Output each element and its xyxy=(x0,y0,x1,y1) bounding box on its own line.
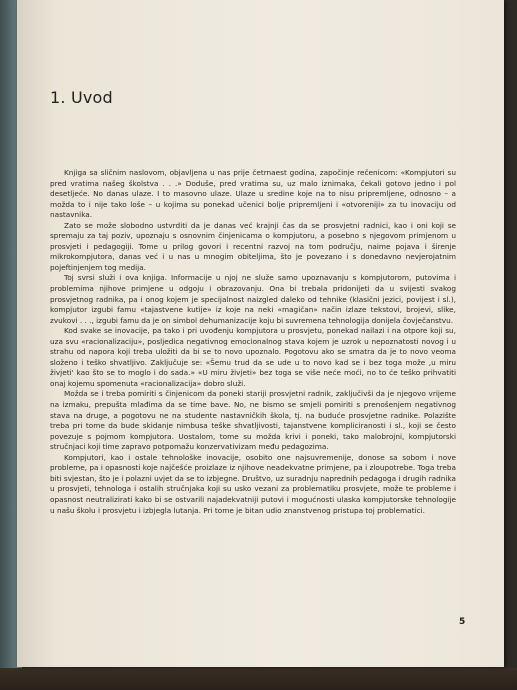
paragraph: Kompjutori, kao i ostale tehnološke inovacije, osobito one najsuvremenije, donose sa sobom i nove probleme, pa i opasnosti koje najčešće proizlaze iz njihove neadekvatne primjene, pa i zloupotrebe. Toga treba biti svjestan, što je i polazni uvjet da se to izbjegne. Društvo, uz suradnju naprednih pedagoga i drugih radnika u prosvjeti, tehnologa i ostalih stručnjaka koji su usko vezani za problematiku prosvjete, može te probleme i opasnost neutralizirati kako bi se ostvarili najadekvatniji putovi i mogućnosti ulaska kompjutorske tehnologije u našu školu i prosvjetu i izbjegla lutanja. Pri tome je bitan udio znanstvenog pristupa toj problematici. xyxy=(50,452,456,515)
body-text xyxy=(50,168,456,516)
page-number: 5 xyxy=(459,617,466,627)
paragraph: Knjiga sa sličnim naslovom, objavljena u nas prije četrnaest godina, započinje rečenicom: «Kompjutori su pred vratima našeg školstva . . .» Doduše, pred vratima su, uz malo iznimaka, čekali gotovo jedno i pol desetljeće. No danas ulaze. I to masovno ulaze. Ulaze u sredine koje na to nisu pripremljene, odnosno – a možda to i nije tako loše – u kojima su ponekad učenici bolje pripremljeni i «otvoreniji» za tu inovaciju od nastavnika. xyxy=(50,168,456,220)
table-surface xyxy=(0,668,517,690)
book-page xyxy=(17,0,504,667)
paragraph: Možda se i treba pomiriti s činjenicom da poneki stariji prosvjetni radnik, zaključivši da je njegovo vrijeme na izmaku, prepušta mlađima da se time bave. No, ne bismo se smjeli pomiriti s prenošenjem negativnog stava na druge, a pogotovu ne na studente nastavničkih škola, tj. na buduće prosvjetne radnike. Polazište treba pri tome da bude skidanje nimbusa teške shvatljivosti, tajanstvene kompliciranosti i sl., koji se često povezuje s pojmom kompjutora. Uostalom, tome su možda krivi i poneki, tako malobrojni, kompjutorski stručnjaci koji time zapravo potpomažu konzervativizam među pedagozima. xyxy=(50,389,456,452)
paragraph: Kod svake se inovacije, pa tako i pri uvođenju kompjutora u prosvjetu, ponekad nailazi i na otpore koji su, uza svu «racionalizaciju», posljedica negativnog emocionalnog stava kojem je uzrok u nepoznatosti novog i u strahu od napora koji treba uložiti da bi se to novo upoznalo. Pogotovu ako se smatra da je to novo veoma složeno i teško shvatljivo. Zaključuje se: «Šemu trud da se ude u to novo kad se i bez toga može ‚u miru živjeti' kao što se to moglo i do sada.» «U miru živjeti» bez toga se više neće moći, no to će teško prihvatiti onaj kojemu spomenuta «racionalizacija» dobro služi. xyxy=(50,326,456,388)
paragraph: Toj svrsi služi i ova knjiga. Informacije u njoj ne služe samo upoznavanju s kompjutorom, putovima i problemima njihove primjene u odgoju i obrazovanju. Ona bi trebala pridonijeti da u svijesti svakog prosvjetnog radnika, pa i onog kojem je specijalnost naizgled daleko od tehnike (klasični jezici, povijest i sl.), kompjutor izgubi famu «tajastvene kutije» iz koje na neki «magičan» način izlaze tekstovi, brojevi, slike, zvukovi . . ., izgubi famu da je on simbol dehumanizacije koju bi suvremena tehnologija donijela čovječanstvu. xyxy=(50,273,456,325)
chapter-title: 1. Uvod xyxy=(50,88,113,107)
paragraph: Zato se može slobodno ustvrditi da je danas već krajnji čas da se prosvjetni radnici, kao i oni koji se spremaju za taj poziv, upoznaju s osnovnim činjenicama o kompjutoru, a posebno s njegovom primjenom u prosvjeti i pedagogiji. Tome u prilog govori i recentni razvoj na tom području, naime pojava i širenje mikrokompjutora, danas već i u nas u mnogim obiteljima, što je povezano i s donedavno nevjerojatnim pojeftinjenjem tog medija. xyxy=(50,220,456,272)
